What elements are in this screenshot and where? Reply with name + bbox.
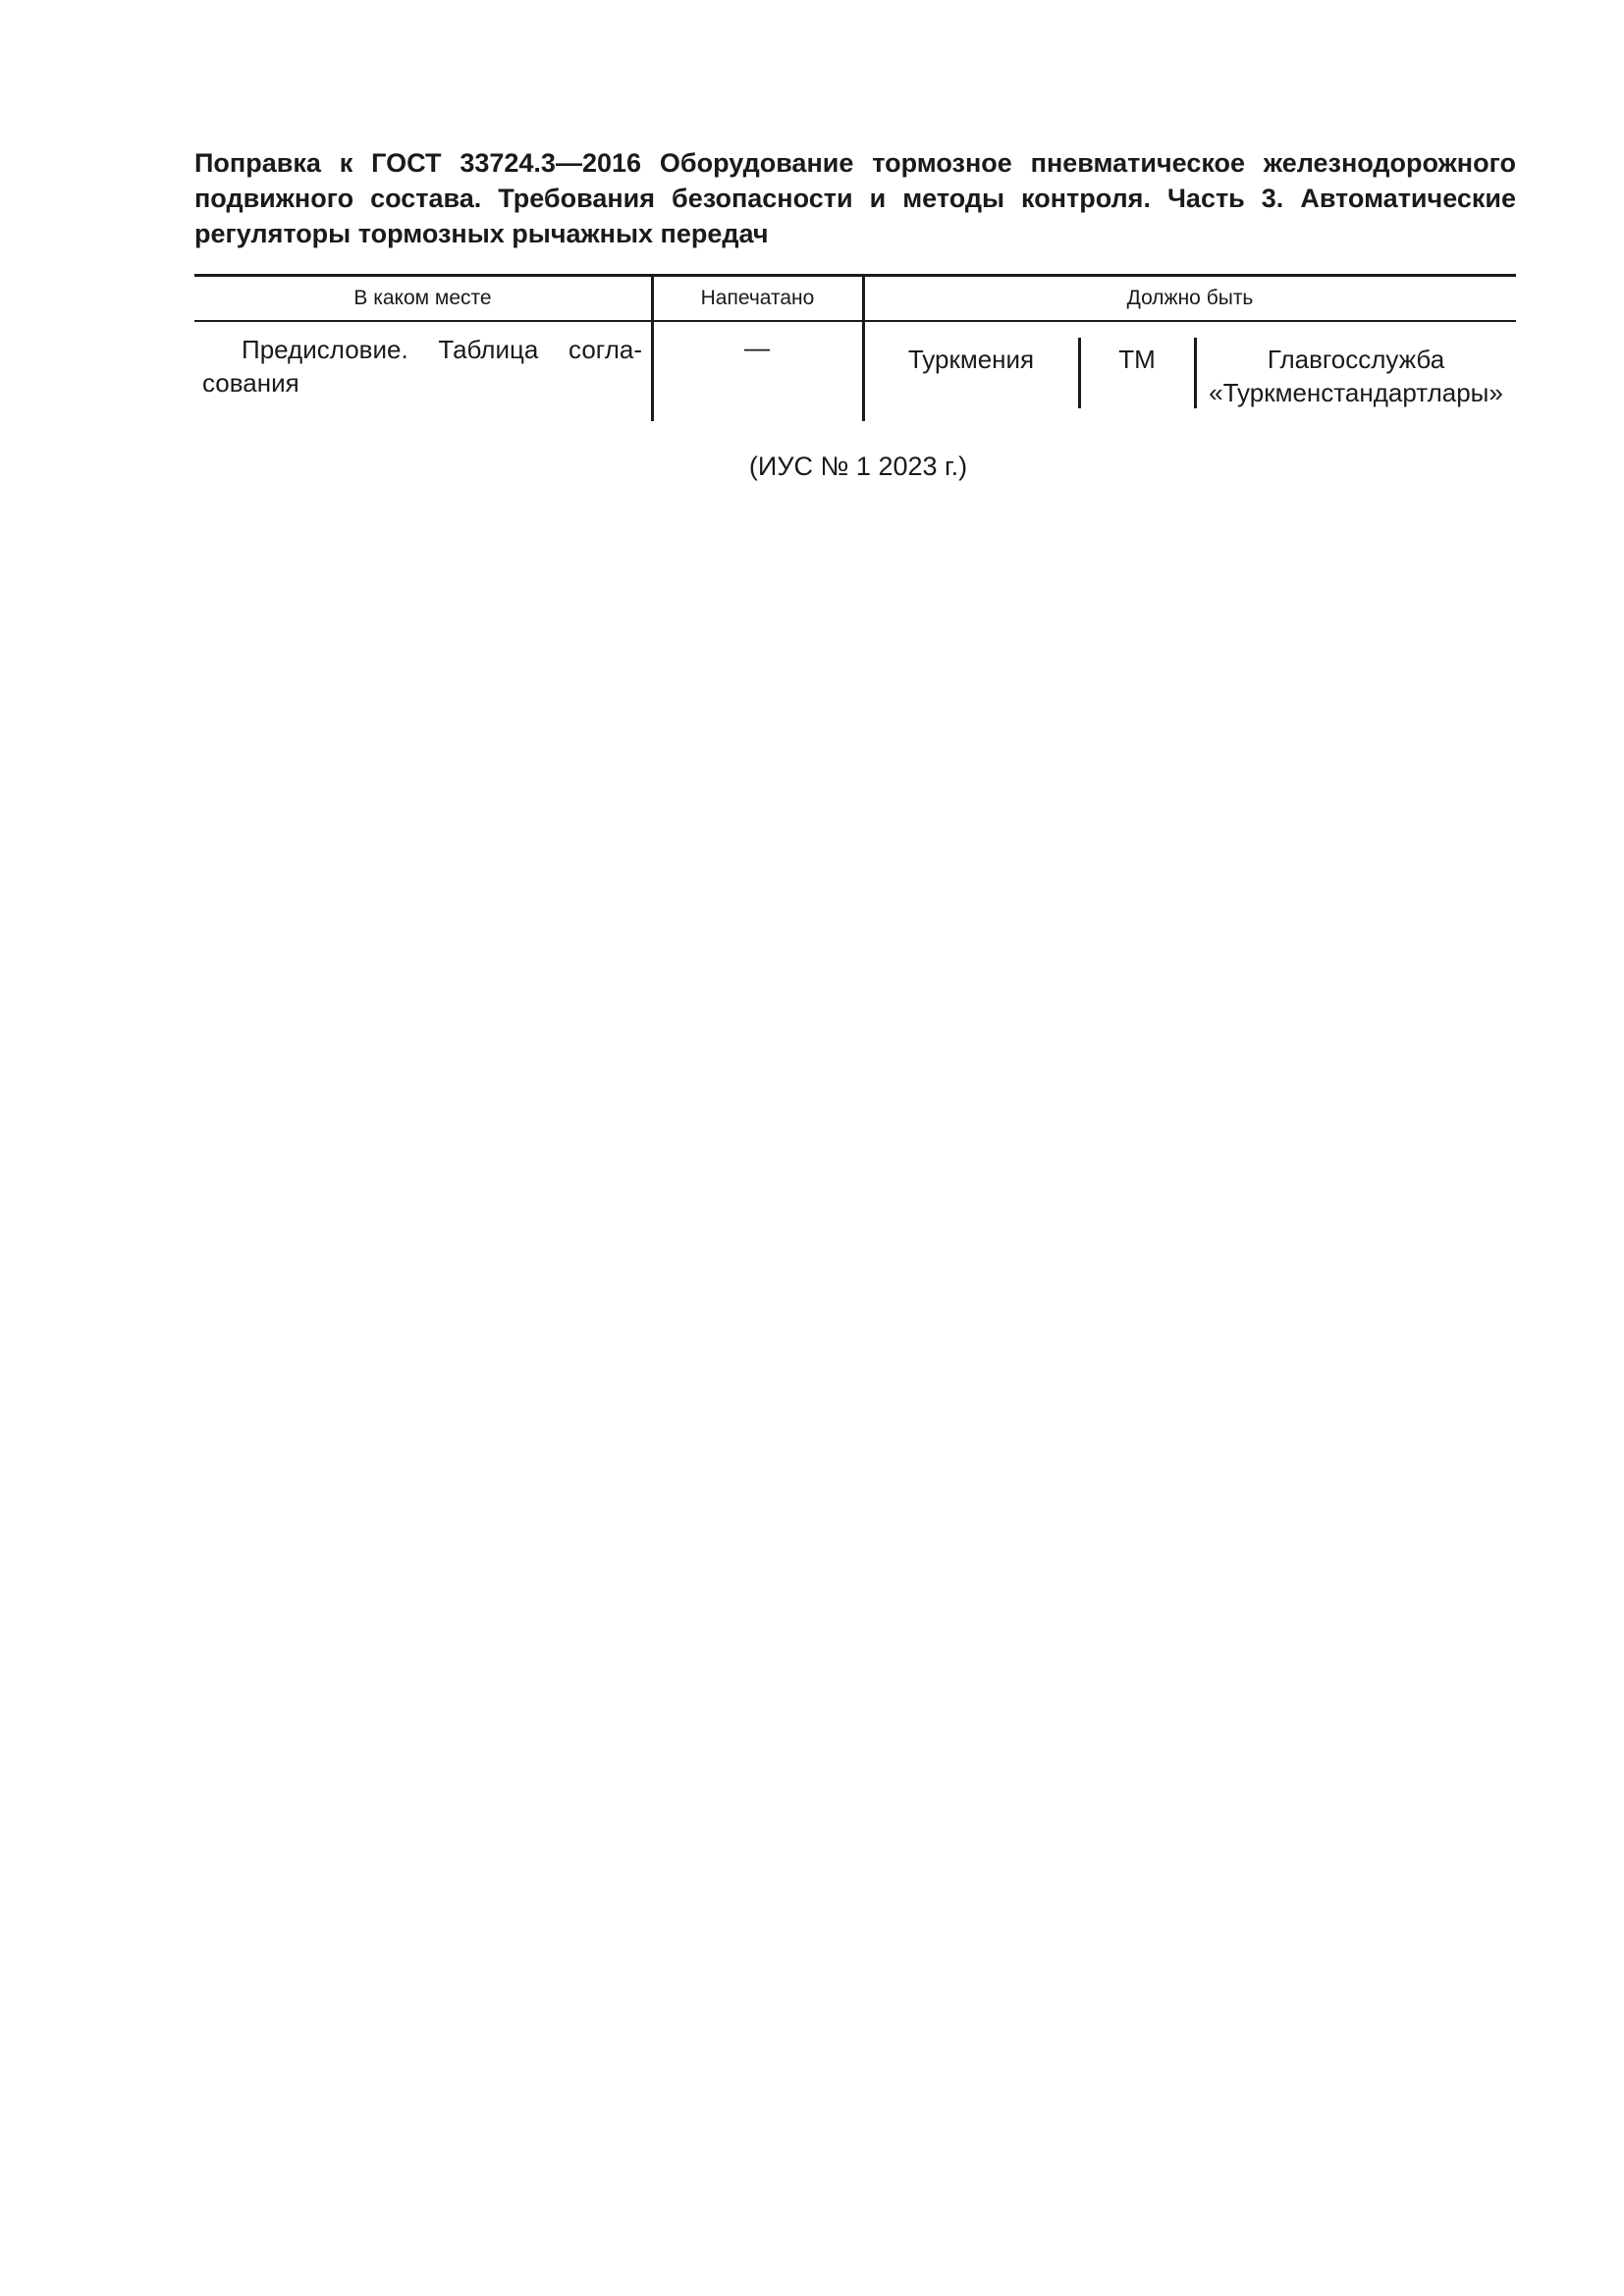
cell-country: Туркмения (907, 345, 1035, 374)
header-printed: Напечатано (700, 287, 815, 309)
cell-organization: Главгосслужба «Туркменстандартлары» (1209, 345, 1503, 407)
table-header-rule (194, 320, 1516, 322)
source-note: (ИУС № 1 2023 г.) (748, 452, 968, 481)
document-title: Поправка к ГОСТ 33724.3—2016 Оборудование тормозное пневматическое железнодорожного подвижного состава. Требования безопасности и методы контроля. Часть 3. Автоматические регуляторы тормозных рычажных передач (194, 148, 1516, 248)
cell-printed: — (744, 333, 770, 362)
correction-table (194, 274, 1516, 421)
cell-place: Предисловие. Таблица согла-сования (202, 335, 642, 398)
header-should-be: Должно быть (1126, 287, 1254, 309)
table-top-rule (194, 274, 1516, 277)
cell-country-code: ТМ (1118, 345, 1156, 374)
header-place: В каком месте (353, 287, 492, 309)
